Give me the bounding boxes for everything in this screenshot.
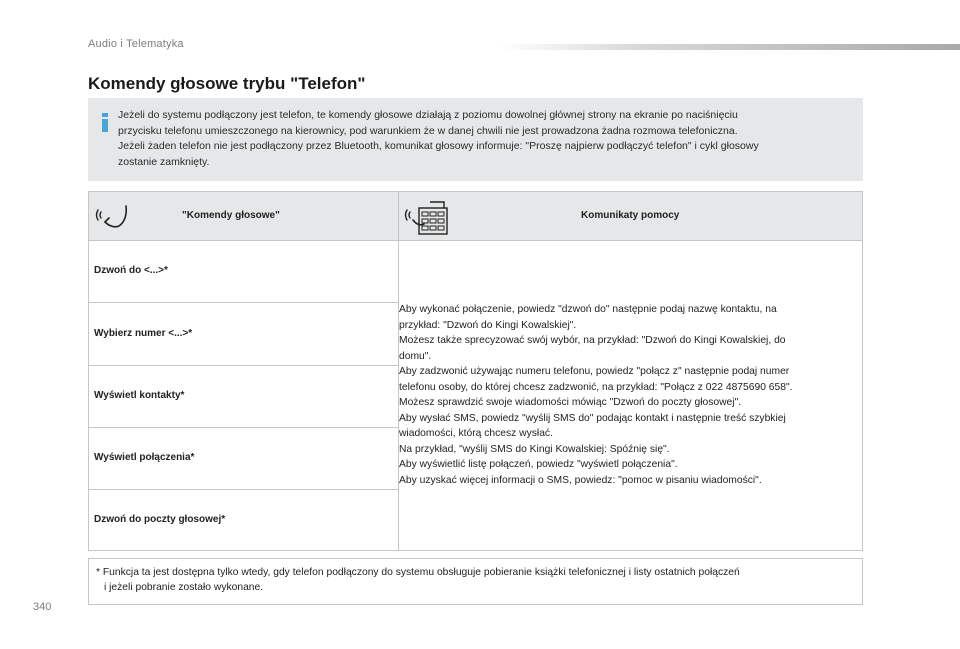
- voice-command-icon: [95, 198, 129, 232]
- info-text: [118, 108, 853, 170]
- footnote-box: [88, 558, 863, 605]
- help-line: Możesz także sprecyzować swój wybór, na przykład: "Dzwoń do Kingi Kowalskiej, do: [399, 335, 786, 346]
- help-line: Aby uzyskać więcej informacji o SMS, powiedz: "pomoc w pisaniu wiadomości".: [399, 474, 762, 486]
- footnote-line: * Funkcja ta jest dostępna tylko wtedy, gdy telefon podłączony do systemu obsługuje pobieranie książki telefonicznej i listy ostatnich połączeń: [96, 567, 740, 578]
- help-line: Aby wyświetlić listę połączeń, powiedz "wyświetl połączenia".: [399, 459, 678, 470]
- table-row: [89, 428, 398, 490]
- help-column: [399, 240, 862, 550]
- table-row: [89, 303, 398, 366]
- info-icon: [100, 113, 110, 133]
- help-line: Możesz sprawdzić swoje wiadomości mówiąc "Dzwoń do poczty głosowej".: [399, 397, 742, 408]
- voice-help-keypad-icon: [404, 198, 450, 236]
- table-row: [89, 490, 398, 550]
- help-line: Na przykład, "wyślij SMS do Kingi Kowalskiej: Spóźnię się".: [399, 443, 670, 455]
- section-header-label: Audio i Telematyka: [88, 38, 184, 50]
- command-label: Wyświetl połączenia*: [94, 452, 195, 463]
- table-header-commands: [89, 192, 399, 240]
- info-line: przycisku telefonu umieszczonego na kierownicy, pod warunkiem że w danej chwili nie jest prowadzona żadna rozmowa telefoniczna.: [118, 124, 738, 137]
- column-header-label: "Komendy głosowe": [182, 210, 280, 221]
- help-line: wiadomości, którą chcesz wysłać.: [399, 428, 553, 439]
- info-line: Jeżeli żaden telefon nie jest podłączony przez Bluetooth, komunikat głosowy informuje: "Proszę najpierw podłączyć telefon" i cykl głosowy: [118, 140, 759, 152]
- help-text: [399, 302, 854, 488]
- table-row: [89, 241, 398, 303]
- table-header-help: [399, 192, 862, 240]
- command-label: Dzwoń do <...>*: [94, 265, 168, 276]
- table-row: [89, 366, 398, 428]
- info-line: zostanie zamknięty.: [118, 155, 210, 168]
- info-box: [88, 98, 863, 181]
- help-line: domu".: [399, 350, 432, 362]
- help-line: Aby zadzwonić używając numeru telefonu, powiedz "połącz z" następnie podaj numer: [399, 366, 790, 377]
- help-line: Aby wysłać SMS, powiedz "wyślij SMS do" podając kontakt i następnie treść szybkiej: [399, 412, 786, 424]
- voice-commands-table: [88, 191, 863, 551]
- command-label: Wyświetl kontakty*: [94, 390, 185, 401]
- column-header-label: Komunikaty pomocy: [581, 210, 680, 221]
- footnote-text: [96, 565, 851, 595]
- page-number: 340: [33, 601, 52, 613]
- commands-column: [89, 240, 399, 550]
- section-header-bar: [500, 44, 960, 50]
- help-line: telefonu osoby, do której chcesz zadzwonić, na przykład: "Połącz z 022 4875690 658".: [399, 381, 793, 393]
- help-line: przykład: "Dzwoń do Kingi Kowalskiej".: [399, 319, 577, 331]
- help-line: Aby wykonać połączenie, powiedz "dzwoń do" następnie podaj nazwę kontaktu, na: [399, 304, 777, 315]
- command-label: Wybierz numer <...>*: [94, 328, 193, 339]
- page-title: Komendy głosowe trybu "Telefon": [88, 74, 366, 93]
- footnote-line: i jeżeli pobranie zostało wykonane.: [104, 582, 264, 593]
- command-label: Dzwoń do poczty głosowej*: [94, 514, 226, 525]
- info-line: Jeżeli do systemu podłączony jest telefon, te komendy głosowe działają z poziomu dowolnej głównej strony na ekranie po naciśnięciu: [118, 109, 738, 121]
